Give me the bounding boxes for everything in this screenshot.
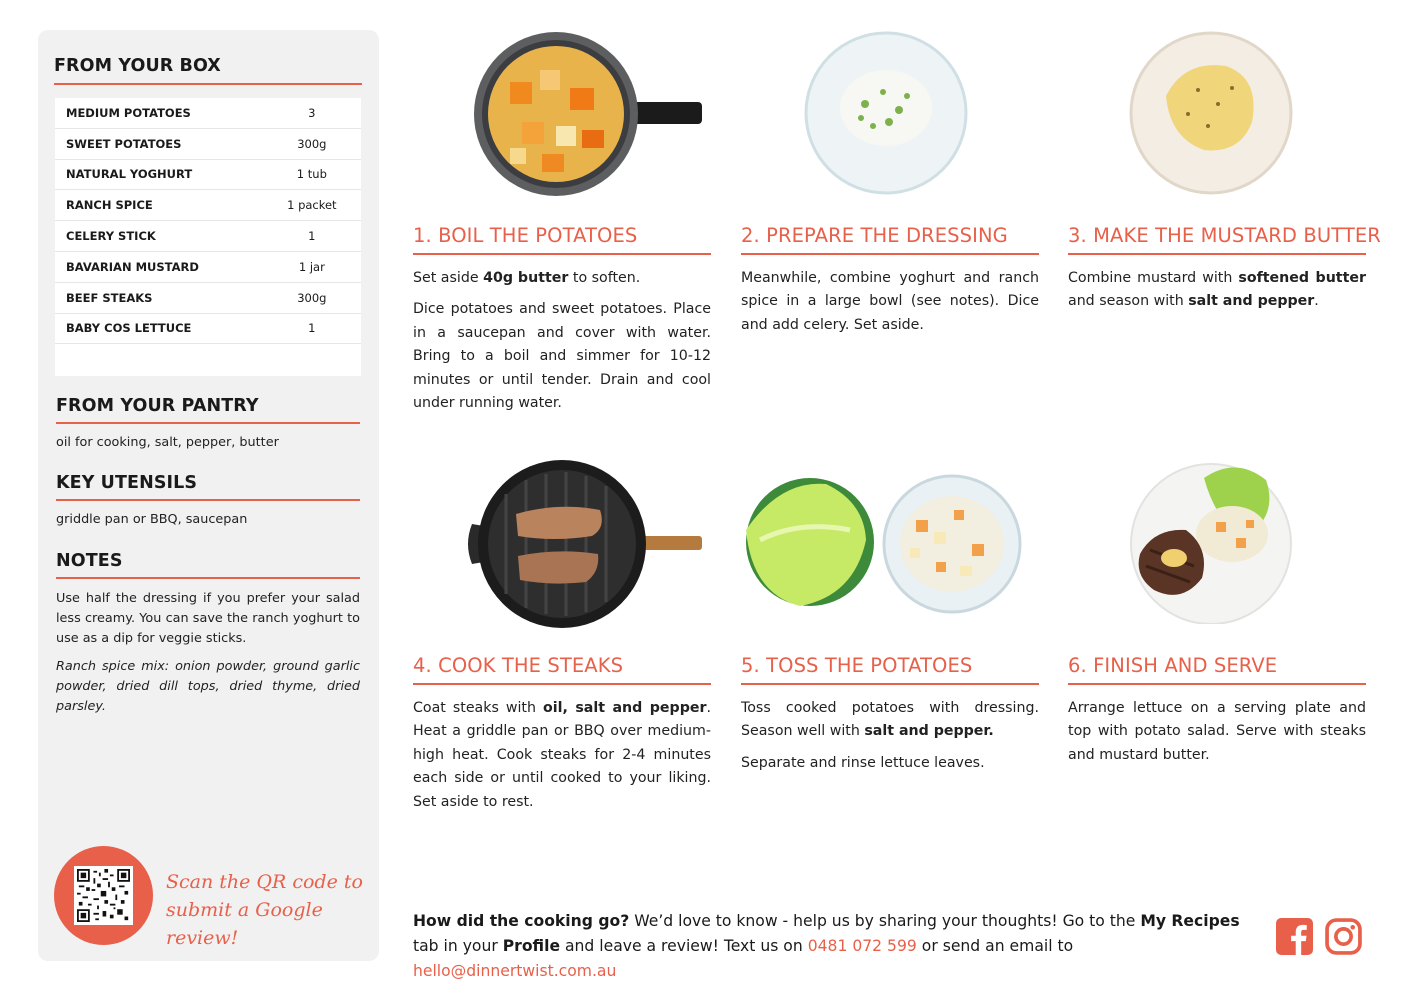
table-row xyxy=(55,283,361,314)
ingredient-qty: 1 tub xyxy=(296,167,327,182)
step-text: Separate and rinse lettuce leaves. xyxy=(741,754,985,771)
mustard-butter-image xyxy=(1128,30,1294,196)
utensils-section xyxy=(56,473,360,530)
ingredient-qty: 3 xyxy=(308,105,316,120)
qr-prompt-line: submit a Google review! xyxy=(166,899,323,949)
step-6 xyxy=(1068,654,1366,767)
qr-code-icon[interactable] xyxy=(74,866,133,925)
boiling-potatoes-image xyxy=(470,30,705,200)
ingredient-name: BABY COS LETTUCE xyxy=(66,321,192,336)
footer-question: How did the cooking go? xyxy=(413,912,630,930)
step-text: Toss cooked potatoes with dressing. Season well with salt and pepper. xyxy=(741,699,1039,739)
ingredient-name: RANCH SPICE xyxy=(66,198,153,213)
ingredients-table xyxy=(55,98,361,376)
notes-title: NOTES xyxy=(56,551,123,571)
from-your-box-section xyxy=(54,56,362,85)
table-row xyxy=(55,221,361,252)
step-text: Dice potatoes and sweet potatoes. Place in a saucepan and cover with water. Bring to a boil and simmer for 10-12 minutes or until tender. Drain and cool under running water. xyxy=(413,301,711,411)
divider xyxy=(1068,253,1366,255)
step-title: 1. BOIL THE POTATOES xyxy=(413,224,638,247)
ingredient-qty: 1 xyxy=(308,321,316,336)
phone-link[interactable]: 0481 072 599 xyxy=(807,937,917,955)
table-row xyxy=(55,98,361,129)
email-link[interactable]: hello@dinnertwist.com.au xyxy=(413,962,617,980)
divider xyxy=(741,253,1039,255)
step-1 xyxy=(413,224,711,416)
divider xyxy=(54,83,362,85)
step-text: Combine mustard with softened butter and season with salt and pepper. xyxy=(1068,269,1366,309)
table-row xyxy=(55,252,361,283)
table-row xyxy=(55,160,361,191)
ingredient-name: CELERY STICK xyxy=(66,229,156,244)
pantry-title: FROM YOUR PANTRY xyxy=(56,396,259,416)
facebook-icon[interactable] xyxy=(1276,918,1313,955)
step-5 xyxy=(741,654,1039,775)
divider xyxy=(741,683,1039,685)
pantry-section xyxy=(56,396,360,453)
qr-prompt-line: Scan the QR code to xyxy=(166,871,363,893)
divider xyxy=(56,422,360,424)
ingredient-qty: 300g xyxy=(297,136,327,151)
finished-plate-image xyxy=(1128,458,1294,624)
qr-badge[interactable] xyxy=(54,846,153,945)
profile-label: Profile xyxy=(502,937,561,955)
instagram-icon[interactable] xyxy=(1325,918,1362,955)
utensils-text: griddle pan or BBQ, saucepan xyxy=(56,512,248,527)
notes-ranch-mix: Ranch spice mix: onion powder, ground garlic powder, dried dill tops, dried thyme, dried parsley. xyxy=(56,659,360,714)
step-text: Arrange lettuce on a serving plate and top with potato salad. Serve with steaks and mustard butter. xyxy=(1068,699,1366,763)
sidebar xyxy=(38,30,379,961)
ingredient-qty: 1 jar xyxy=(298,259,325,274)
ingredient-name: NATURAL YOGHURT xyxy=(66,167,193,182)
utensils-title: KEY UTENSILS xyxy=(56,473,198,493)
pantry-text: oil for cooking, salt, pepper, butter xyxy=(56,435,279,450)
divider xyxy=(56,499,360,501)
divider xyxy=(413,683,711,685)
ingredient-qty: 300g xyxy=(297,290,327,305)
step-text: Meanwhile, combine yoghurt and ranch spice in a large bowl (see notes). Dice and add celery. Set aside. xyxy=(741,269,1039,333)
ingredient-qty: 1 xyxy=(308,229,316,244)
notes-section xyxy=(56,551,360,717)
table-row xyxy=(55,190,361,221)
step-3 xyxy=(1068,224,1381,314)
my-recipes-label: My Recipes xyxy=(1140,912,1240,930)
griddle-steaks-image xyxy=(462,458,704,630)
qr-prompt xyxy=(166,868,376,952)
step-title: 4. COOK THE STEAKS xyxy=(413,654,624,677)
lettuce-and-potato-salad-image xyxy=(740,470,1026,618)
dressing-bowl-image xyxy=(803,30,969,196)
divider xyxy=(56,577,360,579)
notes-text: Use half the dressing if you prefer your salad less creamy. You can save the ranch yoghurt to use as a dip for veggie sticks. xyxy=(56,591,360,646)
from-your-box-title: FROM YOUR BOX xyxy=(54,56,221,76)
step-2 xyxy=(741,224,1039,337)
ingredient-name: SWEET POTATOES xyxy=(66,136,182,151)
table-row xyxy=(55,129,361,160)
divider xyxy=(1068,683,1366,685)
step-title: 5. TOSS THE POTATOES xyxy=(741,654,973,677)
divider xyxy=(413,253,711,255)
step-text: Set aside 40g butter to soften. xyxy=(413,269,641,286)
table-row xyxy=(55,314,361,345)
review-footer: How did the cooking go? We’d love to know - help us by sharing your thoughts! Go to the My Recipes tab in your Profile and leave a review! Text us on 0481 072 599 or send an email to hello@dinnertwist.com.au xyxy=(413,912,1240,980)
step-text: Coat steaks with oil, salt and pepper. Heat a griddle pan or BBQ over medium-high heat. Cook steaks for 2-4 minutes each side or until cooked to your liking. Set aside to rest. xyxy=(413,699,711,810)
step-title: 6. FINISH AND SERVE xyxy=(1068,654,1278,677)
ingredient-name: BAVARIAN MUSTARD xyxy=(66,259,199,274)
ingredient-qty: 1 packet xyxy=(287,198,337,213)
step-4 xyxy=(413,654,711,814)
step-title: 3. MAKE THE MUSTARD BUTTER xyxy=(1068,224,1381,247)
step-title: 2. PREPARE THE DRESSING xyxy=(741,224,1008,247)
ingredient-name: BEEF STEAKS xyxy=(66,290,153,305)
ingredient-name: MEDIUM POTATOES xyxy=(66,105,191,120)
